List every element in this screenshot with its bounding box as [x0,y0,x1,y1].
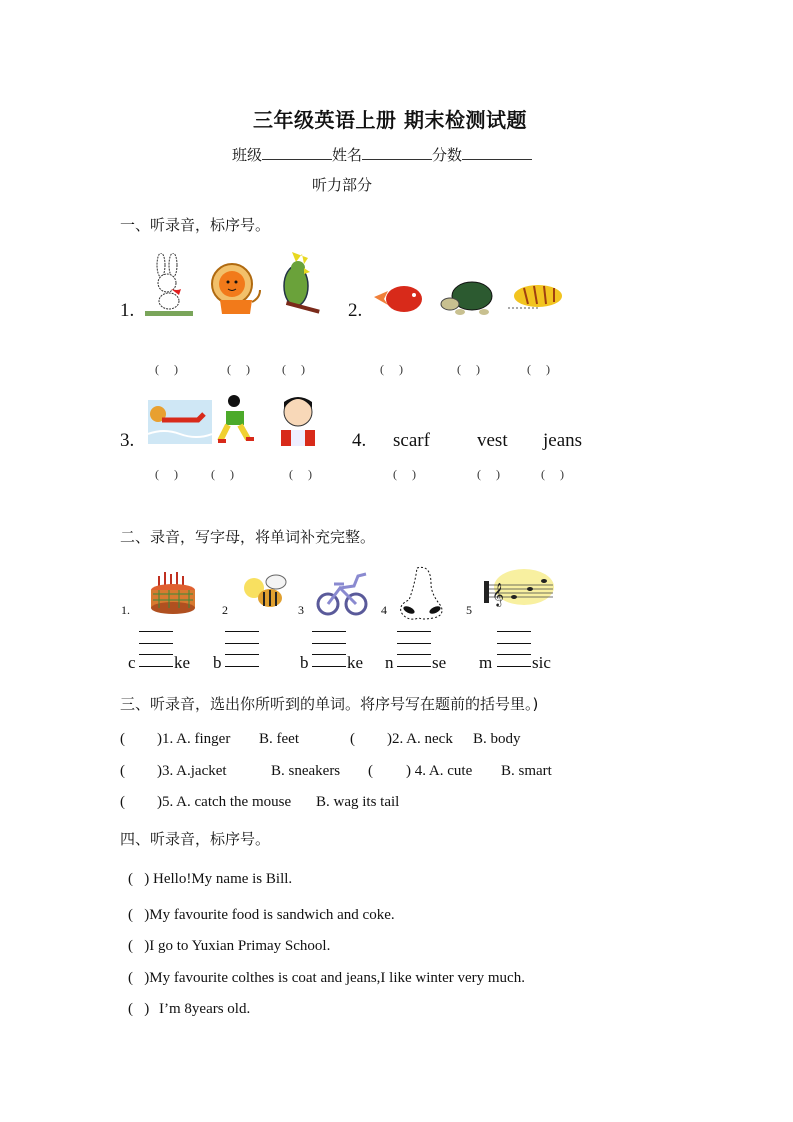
q3-3-option-b: B. sneakers [271,763,341,779]
q3-4-option-b: B. smart [501,763,552,779]
group1-paren-3[interactable]: ( ) [282,362,311,376]
word-item-4-number: 4 [381,603,387,617]
group4-paren-3[interactable]: ( ) [541,467,570,481]
group4-paren-2[interactable]: ( ) [477,467,506,481]
sentence-1 [128,871,292,888]
rabbit-picture [145,253,193,317]
sentence-4-text: My favourite colthes is coat and jeans,I like winter very much. [149,970,525,986]
word-item-2-number: 2 [222,603,228,617]
sentence-3-paren[interactable]: ( ) [128,938,150,954]
group1-paren-1[interactable]: ( ) [155,362,184,376]
word-item-1-number: 1. [121,603,130,617]
word3-prefix: b [300,653,309,672]
q3-1-option-a: )1. A. finger [157,731,231,747]
group2-paren-1[interactable]: ( ) [380,362,409,376]
sentence-3 [128,938,330,955]
student-info-line [232,144,532,165]
q3-2-option-b: B. body [473,731,521,747]
group4-number: 4. [352,430,367,451]
q3-1-paren[interactable]: ( [120,731,125,747]
turtle-picture [438,278,498,318]
page-title: 三年级英语上册 期末检测试题 [253,108,527,132]
swimming-picture [148,400,212,444]
section4-heading: 四、听录音，标序号。 [120,830,271,848]
word-scarf: scarf [393,430,430,451]
sentence-5-paren[interactable]: ( ) [128,1001,150,1017]
sentence-1-text: Hello!My name is Bill. [153,871,293,887]
cake-picture [145,566,201,616]
sentence-3-text: I go to Yuxian Primay School. [149,938,331,954]
tiger-picture [506,278,566,316]
lion-picture [208,262,264,318]
group3-paren-2[interactable]: ( ) [211,467,240,481]
sentence-2-paren[interactable]: ( ) [128,907,150,923]
word4-suffix: se [432,653,447,672]
name-blank[interactable] [362,145,432,160]
q3-1-option-b: B. feet [259,731,299,747]
sentence-2 [128,907,395,924]
bee-picture [240,570,290,614]
sentence-4 [128,970,525,987]
parrot-picture [278,250,322,318]
word-item-5-number: 5 [466,603,472,617]
sentence-2-text: My favourite food is sandwich and coke. [149,907,395,923]
q3-2-option-a: )2. A. neck [387,731,453,747]
group1-number: 1. [120,300,135,321]
group3-number: 3. [120,430,135,451]
q3-5-option-b: B. wag its tail [316,794,400,810]
word3-suffix: ke [347,653,364,672]
q3-4-paren[interactable]: ( [368,763,373,779]
group2-paren-3[interactable]: ( ) [527,362,556,376]
section2-heading: 二、录音，写字母，将单词补充完整。 [120,528,376,546]
sentence-1-paren[interactable]: ( ) [128,871,150,887]
word-item-3-number: 3 [298,603,304,617]
score-label: 分数 [432,146,463,164]
running-boy-picture [216,393,260,447]
word1-prefix: c [128,653,136,672]
word5-prefix: m [479,653,493,672]
q3-3-option-a: )3. A.jacket [157,763,227,779]
word4-prefix: n [385,653,394,672]
group2-number: 2. [348,300,363,321]
group3-paren-3[interactable]: ( ) [289,467,318,481]
word1-suffix: ke [174,653,191,672]
group1-paren-2[interactable]: ( ) [227,362,256,376]
class-blank[interactable] [262,145,332,160]
listening-subtitle: 听力部分 [312,176,373,194]
q3-2-paren[interactable]: ( [350,731,355,747]
group4-paren-1[interactable]: ( ) [393,467,422,481]
boy-picture [275,394,321,446]
goldfish-picture [372,279,428,317]
word-vest: vest [477,430,508,451]
music-picture [484,567,554,611]
word-jeans: jeans [543,430,583,451]
sentence-4-paren[interactable]: ( ) [128,970,150,986]
sentence-5 [128,1001,250,1018]
sentence-5-text: I’m 8years old. [159,1001,251,1017]
class-label: 班级 [232,146,263,164]
q3-5-option-a: )5. A. catch the mouse [157,794,292,810]
group3-paren-1[interactable]: ( ) [155,467,184,481]
section1-heading: 一、听录音，标序号。 [120,216,271,234]
q3-4-option-a: ) 4. A. cute [406,763,473,779]
bike-picture [316,570,368,618]
word5-suffix: sic [532,653,551,672]
name-label: 姓名 [332,146,363,164]
section3-heading: 三、听录音，选出你所听到的单词。将序号写在题前的括号里。) [120,695,539,713]
word2-prefix: b [213,653,222,672]
q3-5-paren[interactable]: ( [120,794,125,810]
score-blank[interactable] [462,145,532,160]
group2-paren-2[interactable]: ( ) [457,362,486,376]
svg-text:𝄞: 𝄞 [492,584,504,606]
q3-3-paren[interactable]: ( [120,763,125,779]
nose-picture [395,566,451,622]
